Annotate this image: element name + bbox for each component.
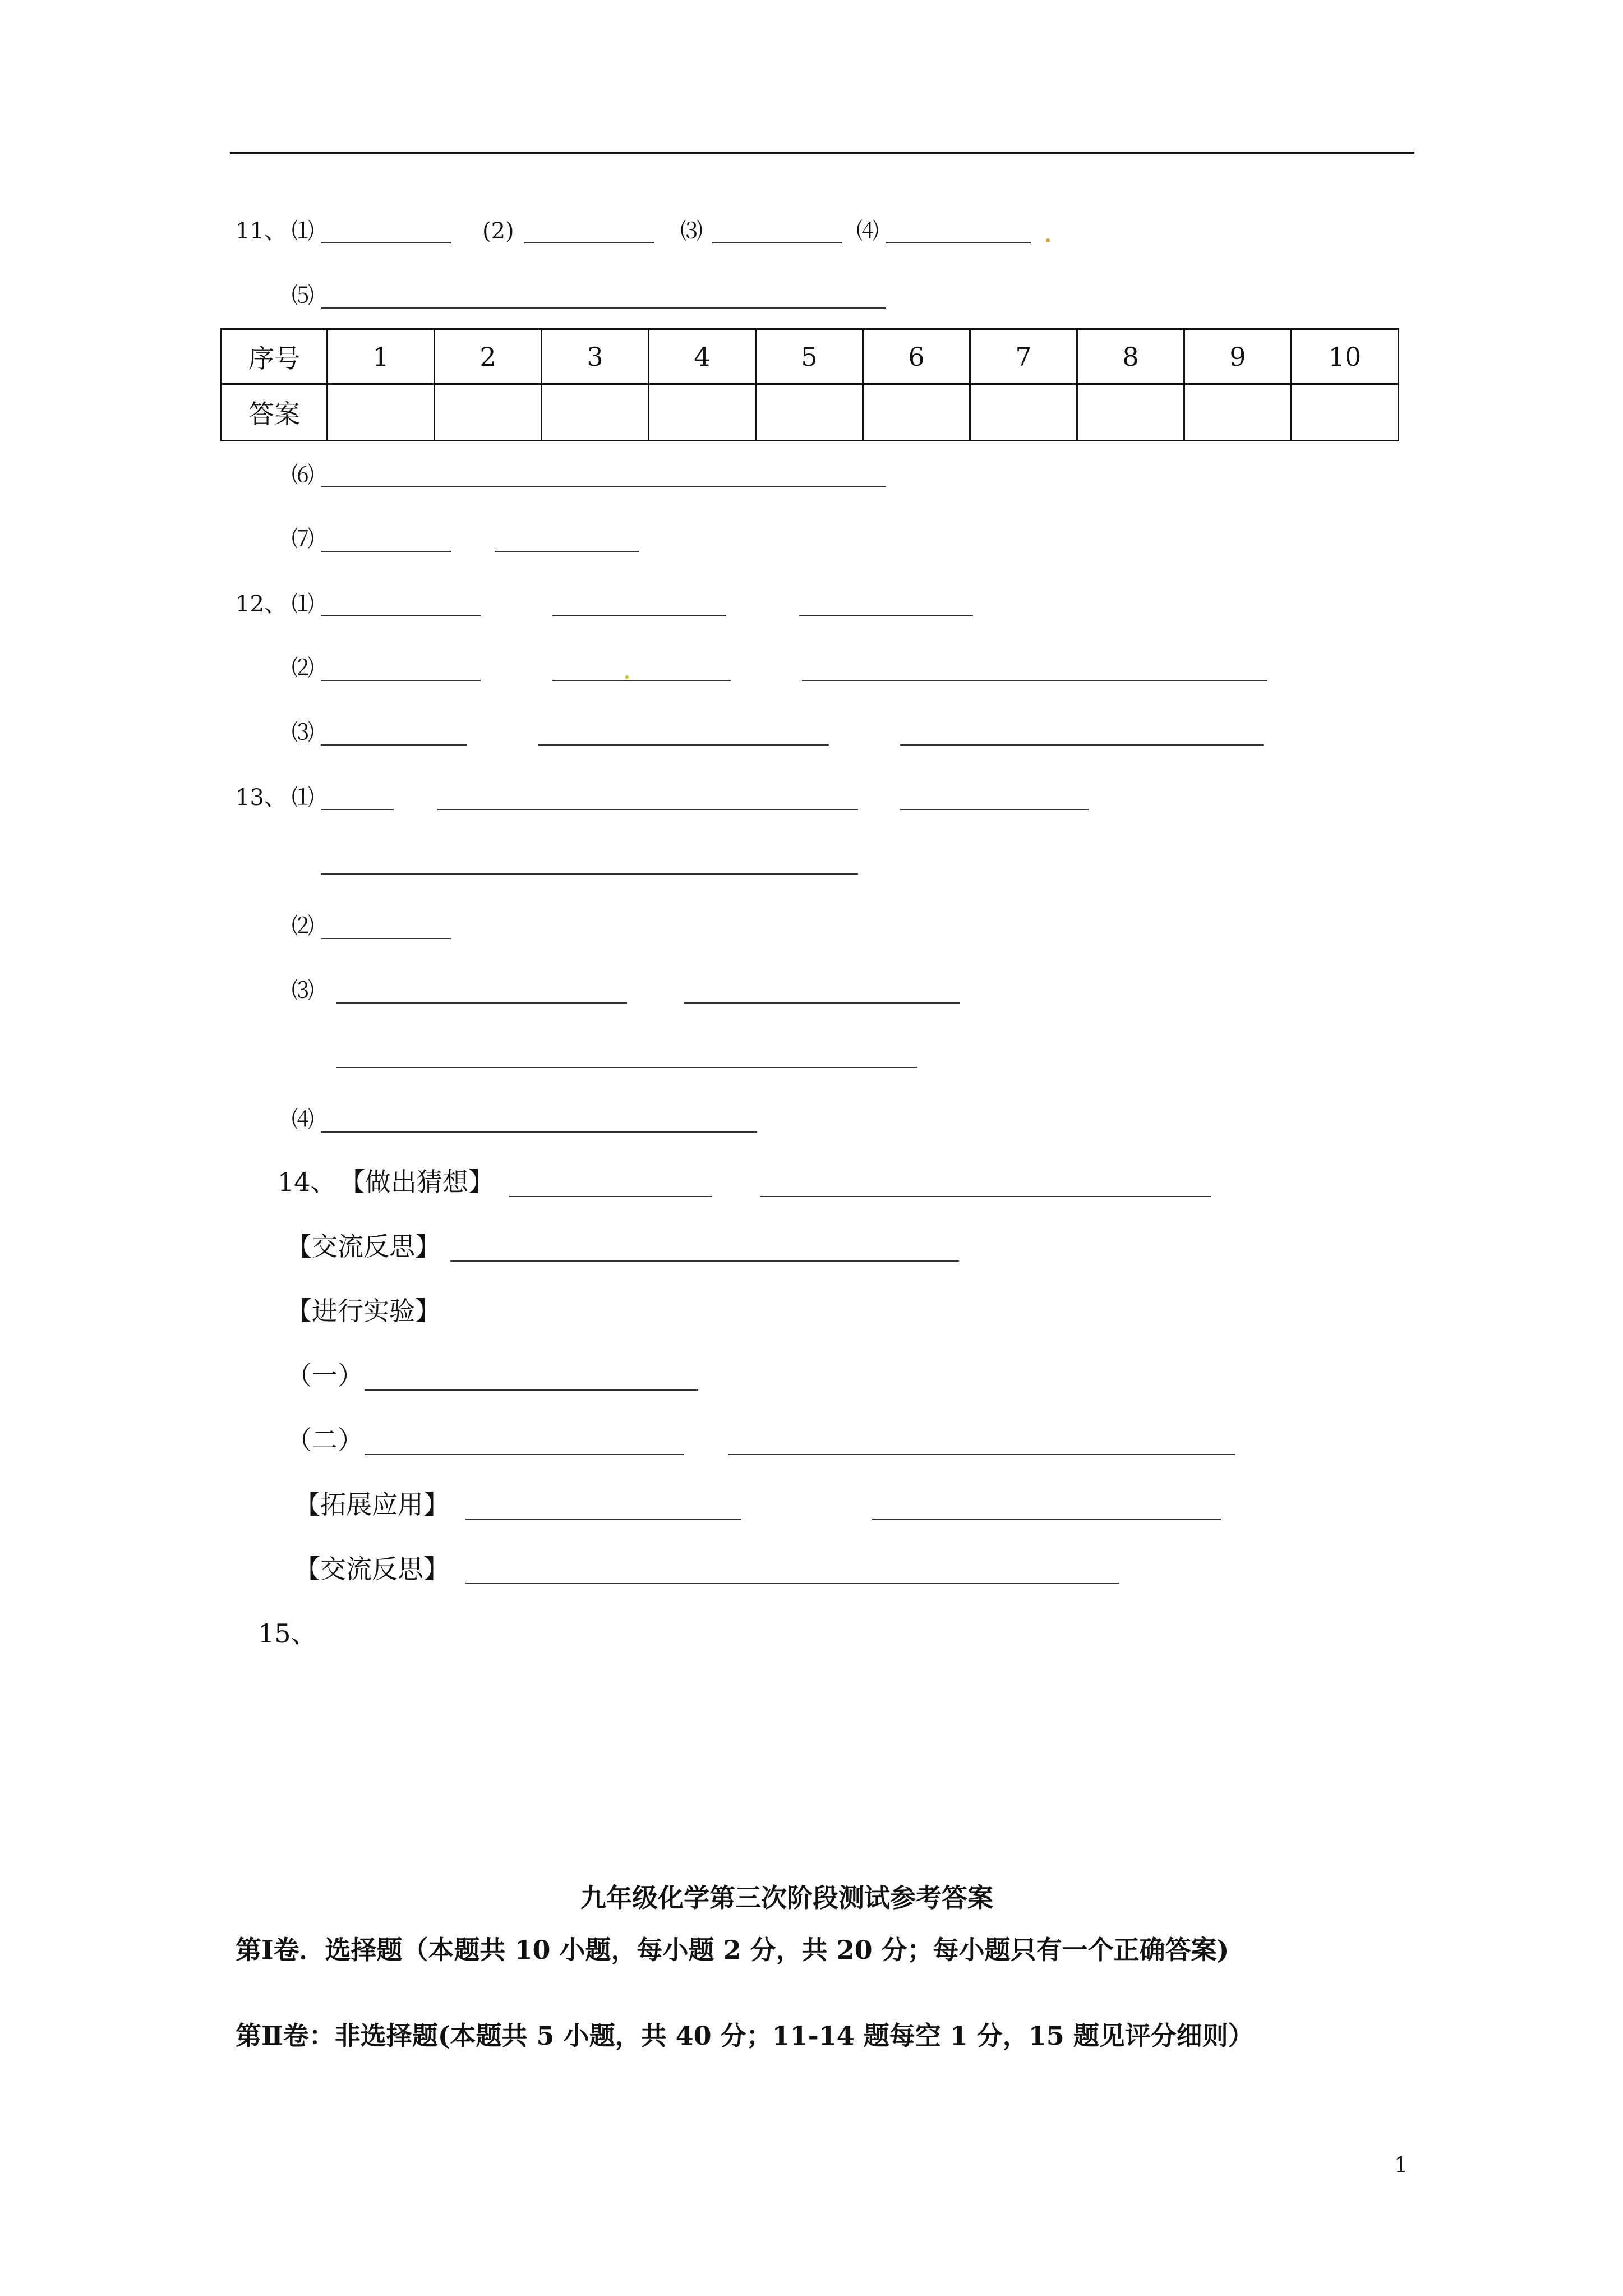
section-1-heading: 第Ⅰ卷．选择题（本题共 10 小题，每小题 2 分，共 20 分；每小题只有一个正确答案) xyxy=(236,1935,1229,1965)
section-heading: 【拓展应用】 xyxy=(294,1489,449,1520)
answer-cell[interactable] xyxy=(970,384,1077,441)
part-label: ⑴ xyxy=(292,591,314,617)
table-cell: 6 xyxy=(863,329,970,384)
part-label: ⑴ xyxy=(292,218,314,244)
table-cell: 1 xyxy=(328,329,435,384)
answer-cell[interactable] xyxy=(435,384,542,441)
question-number: 14、 xyxy=(278,1167,336,1197)
answer-blank[interactable] xyxy=(465,1519,741,1520)
answer-blank[interactable] xyxy=(886,242,1031,243)
part-label: (2) xyxy=(482,218,514,244)
table-cell: 10 xyxy=(1292,329,1399,384)
answer-blank[interactable] xyxy=(321,242,451,243)
answer-cell[interactable] xyxy=(1184,384,1292,441)
table-cell: 2 xyxy=(435,329,542,384)
part-label: ⑵ xyxy=(292,913,314,939)
answer-blank[interactable] xyxy=(872,1519,1221,1520)
table-cell: 8 xyxy=(1077,329,1184,384)
part-label: ⑺ xyxy=(292,526,314,552)
answer-blank[interactable] xyxy=(465,1583,1119,1584)
answer-blank[interactable] xyxy=(321,809,394,810)
answer-blank[interactable] xyxy=(495,551,639,552)
section-2-heading: 第Ⅱ卷：非选择题(本题共 5 小题，共 40 分；11-14 题每空 1 分，15 题见评分细则） xyxy=(236,2021,1254,2051)
table-answer-label: 答案 xyxy=(222,384,328,441)
answer-blank[interactable] xyxy=(509,1196,712,1197)
answer-blank[interactable] xyxy=(321,1131,757,1133)
answer-table xyxy=(220,328,1399,441)
part-label: （二） xyxy=(286,1425,363,1455)
section-heading: 【做出猜想】 xyxy=(339,1167,494,1197)
part-label: （一） xyxy=(286,1360,363,1391)
answer-blank[interactable] xyxy=(684,1002,960,1004)
answer-blank[interactable] xyxy=(365,1389,698,1391)
answer-blank[interactable] xyxy=(900,744,1264,746)
answer-blank[interactable] xyxy=(900,809,1089,810)
part-label: ⑶ xyxy=(680,218,703,244)
answer-blank[interactable] xyxy=(321,680,481,681)
table-header-label: 序号 xyxy=(222,329,328,384)
answer-cell[interactable] xyxy=(756,384,863,441)
answer-blank[interactable] xyxy=(365,1454,684,1455)
page-number: 1 xyxy=(1394,2152,1408,2177)
answer-cell[interactable] xyxy=(649,384,756,441)
section-heading: 【交流反思】 xyxy=(294,1554,449,1584)
table-row xyxy=(222,384,1399,441)
table-cell: 3 xyxy=(542,329,649,384)
answer-blank[interactable] xyxy=(336,1002,627,1004)
part-label: ⑹ xyxy=(292,462,314,488)
answer-blank[interactable] xyxy=(712,242,842,243)
stray-mark xyxy=(625,675,629,679)
question-number: 13、 xyxy=(236,785,287,811)
answer-cell[interactable] xyxy=(1077,384,1184,441)
header-rule xyxy=(230,152,1414,154)
answer-cell[interactable] xyxy=(863,384,970,441)
answer-blank[interactable] xyxy=(799,615,973,616)
answer-blank[interactable] xyxy=(321,873,858,875)
answer-cell[interactable] xyxy=(1292,384,1399,441)
part-label: ⑶ xyxy=(292,978,314,1004)
part-label: ⑵ xyxy=(292,655,314,681)
table-row xyxy=(222,329,1399,384)
section-heading: 【交流反思】 xyxy=(286,1231,441,1262)
answer-blank[interactable] xyxy=(321,551,451,552)
table-cell: 9 xyxy=(1184,329,1292,384)
answer-blank[interactable] xyxy=(336,1067,917,1068)
answer-blank[interactable] xyxy=(437,809,858,810)
answer-blank[interactable] xyxy=(802,680,1267,681)
section-heading: 【进行实验】 xyxy=(286,1296,441,1326)
answer-blank[interactable] xyxy=(450,1260,959,1262)
answer-blank[interactable] xyxy=(552,615,726,616)
answer-blank[interactable] xyxy=(321,615,481,616)
answer-blank[interactable] xyxy=(321,307,886,309)
part-label: ⑷ xyxy=(856,218,879,244)
answer-blank[interactable] xyxy=(728,1454,1235,1455)
part-label: ⑷ xyxy=(292,1107,314,1133)
answers-title: 九年级化学第三次阶段测试参考答案 xyxy=(580,1883,993,1913)
answer-blank[interactable] xyxy=(321,938,451,939)
answer-blank[interactable] xyxy=(760,1196,1211,1197)
answer-blank[interactable] xyxy=(321,486,886,487)
question-15-number: 15、 xyxy=(258,1618,317,1649)
table-cell: 7 xyxy=(970,329,1077,384)
answer-blank[interactable] xyxy=(538,744,829,746)
answer-blank[interactable] xyxy=(552,680,731,681)
table-cell: 4 xyxy=(649,329,756,384)
part-label: ⑶ xyxy=(292,720,314,746)
stray-mark xyxy=(1046,238,1050,242)
part-label: ⑴ xyxy=(292,785,314,811)
answer-blank[interactable] xyxy=(524,242,654,243)
table-cell: 5 xyxy=(756,329,863,384)
part-label: ⑸ xyxy=(292,283,314,309)
question-number: 11、 xyxy=(236,218,287,244)
answer-blank[interactable] xyxy=(321,744,467,746)
answer-cell[interactable] xyxy=(328,384,435,441)
question-number: 12、 xyxy=(236,591,287,617)
answer-cell[interactable] xyxy=(542,384,649,441)
